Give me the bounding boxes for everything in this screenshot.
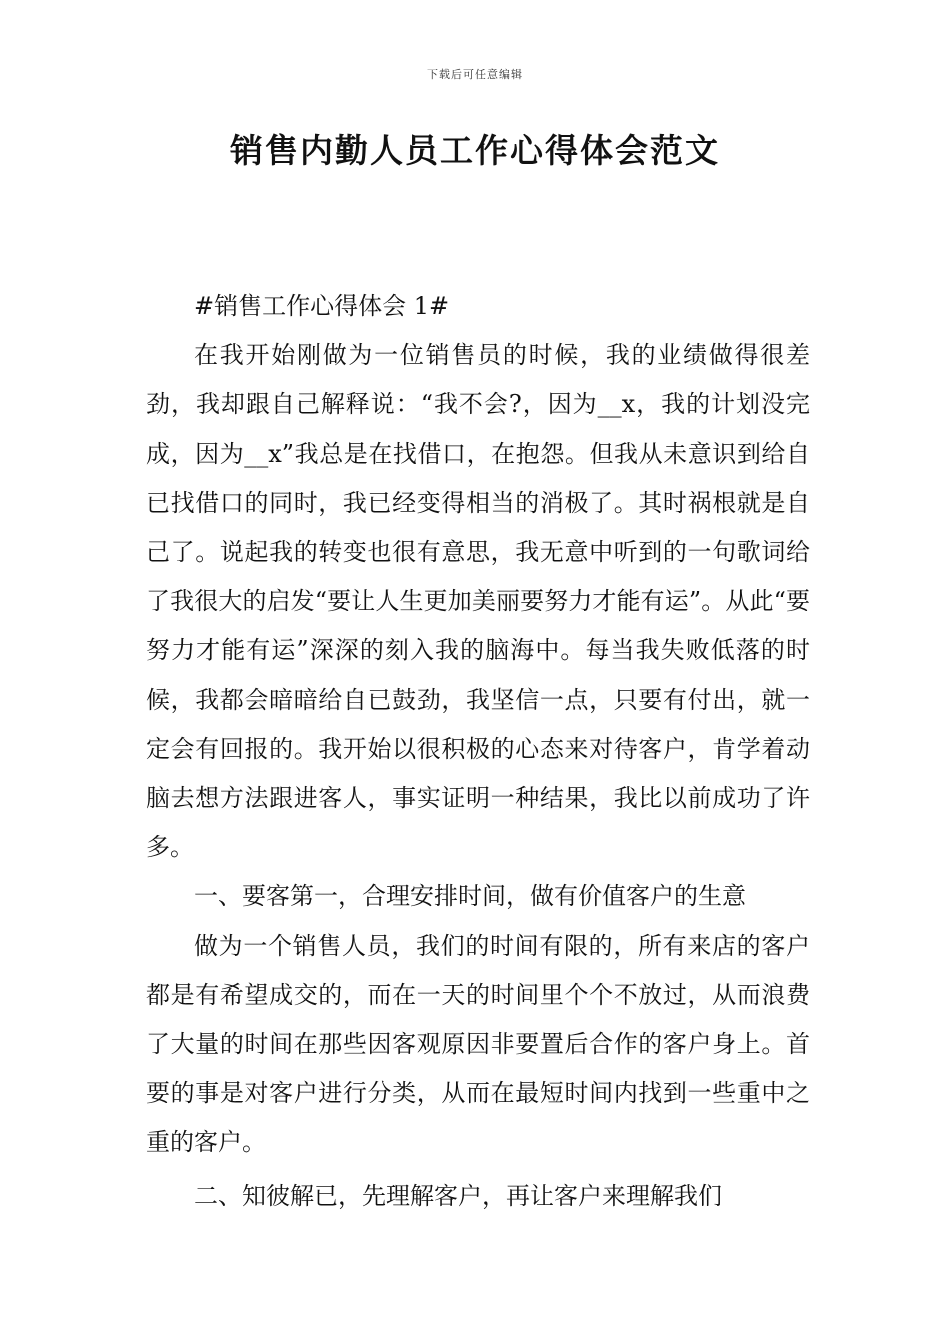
header-note: 下载后可任意编辑 <box>427 68 523 81</box>
document-body <box>146 282 810 1221</box>
body-paragraph: 做为一个销售人员，我们的时间有限的，所有来店的客户都是有希望成交的，而在一天的时间里个个不放过，从而浪费了大量的时间在那些因客观原因非要置后合作的客户身上。首要的事是对客户进行分类，从而在最短时间内找到一些重中之重的客户。 <box>146 931 810 1157</box>
document-title: 销售内勤人员工作心得体会范文 <box>230 131 720 170</box>
body-paragraph: 在我开始刚做为一位销售员的时候，我的业绩做得很差劲，我却跟自己解释说：“我不会?，因为__x，我的计划没完成，因为__x”我总是在找借口，在抱怨。但我从未意识到给自已找借口的同时，我已经变得相当的消极了。其时祸根就是自己了。说起我的转变也很有意思，我无意中听到的一句歌词给了我很大的启发“要让人生更加美丽要努力才能有运”。从此“要努力才能有运”深深的刻入我的脑海中。每当我失败低落的时候，我都会暗暗给自已鼓劲，我坚信一点，只要有付出，就一定会有回报的。我开始以很积极的心态来对待客户，肯学着动脑去想方法跟进客人，事实证明一种结果，我比以前成功了许多。 <box>146 341 810 862</box>
subsection-heading: 一、要客第一，合理安排时间，做有价值客户的生意 <box>194 882 746 911</box>
section-heading: #销售工作心得体会 1# <box>194 292 450 320</box>
subsection-heading: 二、知彼解已，先理解客户，再让客户来理解我们 <box>194 1181 722 1210</box>
